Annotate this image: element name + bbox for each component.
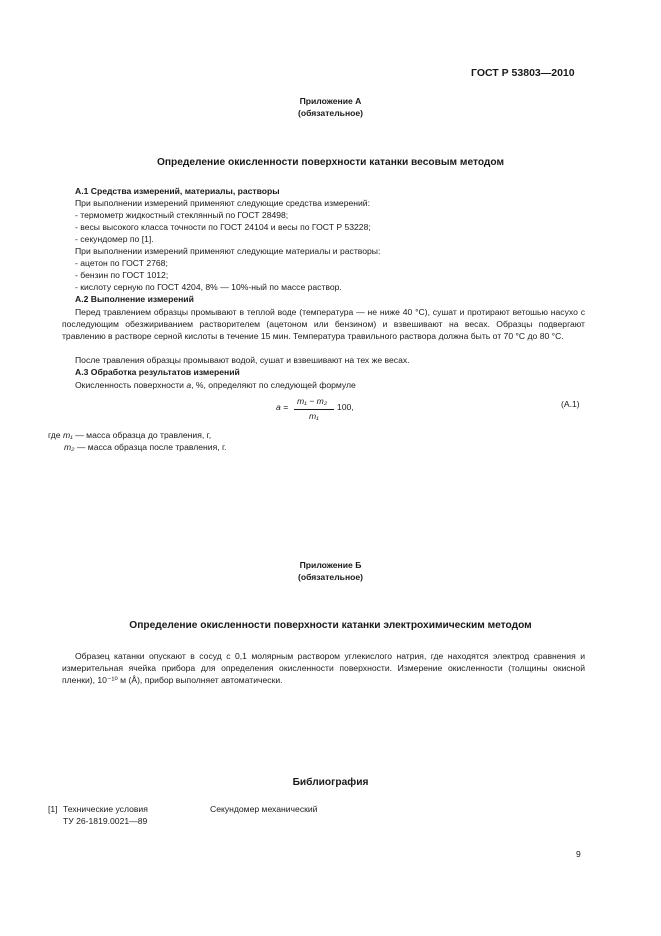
- section-a2-heading: А.2 Выполнение измерений: [75, 294, 194, 304]
- section-a2-paragraph: Перед травлением образцы промывают в теплой воде (температура — не ниже 40 °С), сушат и протирают ветошью насухо с последующим обезжириванием растворителем (ацетоном или бензином) и взвешивают на весах. Образцы подвергают травлению в растворе серной кислоты в течение 15 мин. Температура травильного раствора должна быть от 70 °С до 80 °С.: [62, 307, 585, 341]
- list-item: - кислоту серную по ГОСТ 4204, 8% — 10%-ный по массе раствор.: [75, 282, 342, 292]
- appendix-b-status: (обязательное): [297, 572, 364, 582]
- bibliography-name: Секундомер механический: [210, 804, 318, 814]
- list-item: - бензин по ГОСТ 1012;: [75, 270, 169, 280]
- page-number: 9: [576, 849, 581, 859]
- formula-lhs: a =: [276, 402, 289, 412]
- section-a3-intro: Окисленность поверхности а, %, определяют по следующей формуле: [75, 380, 356, 390]
- section-a1-intro: При выполнении измерений применяют следующие средства измерений:: [75, 198, 370, 208]
- formula-number: (А.1): [561, 399, 580, 409]
- appendix-a-title: Определение окисленности поверхности катанки весовым методом: [156, 157, 505, 168]
- list-item: - секундомер по [1].: [75, 234, 154, 244]
- document-standard-number: ГОСТ Р 53803—2010: [471, 67, 575, 79]
- formula-fraction-bar: [294, 409, 334, 410]
- list-item: - термометр жидкостный стеклянный по ГОСТ 28498;: [75, 210, 289, 220]
- appendix-b-label: Приложение Б: [299, 560, 362, 570]
- bibliography-doc: Технические условия ТУ 26-1819.0021—89: [63, 804, 148, 826]
- appendix-a-status: (обязательное): [297, 108, 364, 118]
- section-a1-heading: А.1 Средства измерений, материалы, растворы: [75, 186, 280, 196]
- appendix-b-title: Определение окисленности поверхности катанки электрохимическим методом: [129, 620, 532, 631]
- where-line-1: где m₁ — масса образца до травления, г,: [48, 430, 212, 440]
- appendix-a-label: Приложение А: [299, 96, 362, 106]
- formula-numerator: m₁ − m₂: [297, 396, 328, 406]
- section-a2-paragraph-2: После травления образцы промывают водой, сушат и взвешивают на тех же весах.: [75, 355, 410, 365]
- formula-denominator: m₁: [309, 411, 319, 421]
- bibliography-title: Библиография: [292, 777, 369, 788]
- list-item: - весы высокого класса точности по ГОСТ 24104 и весы по ГОСТ Р 53228;: [75, 222, 371, 232]
- section-a1-intro-2: При выполнении измерений применяют следующие материалы и растворы:: [75, 246, 381, 256]
- appendix-b-paragraph: Образец катанки опускают в сосуд с 0,1 молярным раствором углекислого натрия, где находятся электрод сравнения и измерительная ячейка прибора для определения окисленности поверхности. Измерение окисленности (толщины окисной пленки), 10⁻¹⁰ м (Å), прибор выполняет автоматически.: [62, 651, 585, 685]
- list-item: - ацетон по ГОСТ 2768;: [75, 258, 168, 268]
- where-line-2: m₂ — масса образца после травления, г.: [64, 442, 227, 452]
- section-a3-heading: А.3 Обработка результатов измерений: [75, 367, 240, 377]
- formula-factor: 100,: [337, 402, 354, 412]
- bibliography-ref: [1]: [48, 804, 58, 814]
